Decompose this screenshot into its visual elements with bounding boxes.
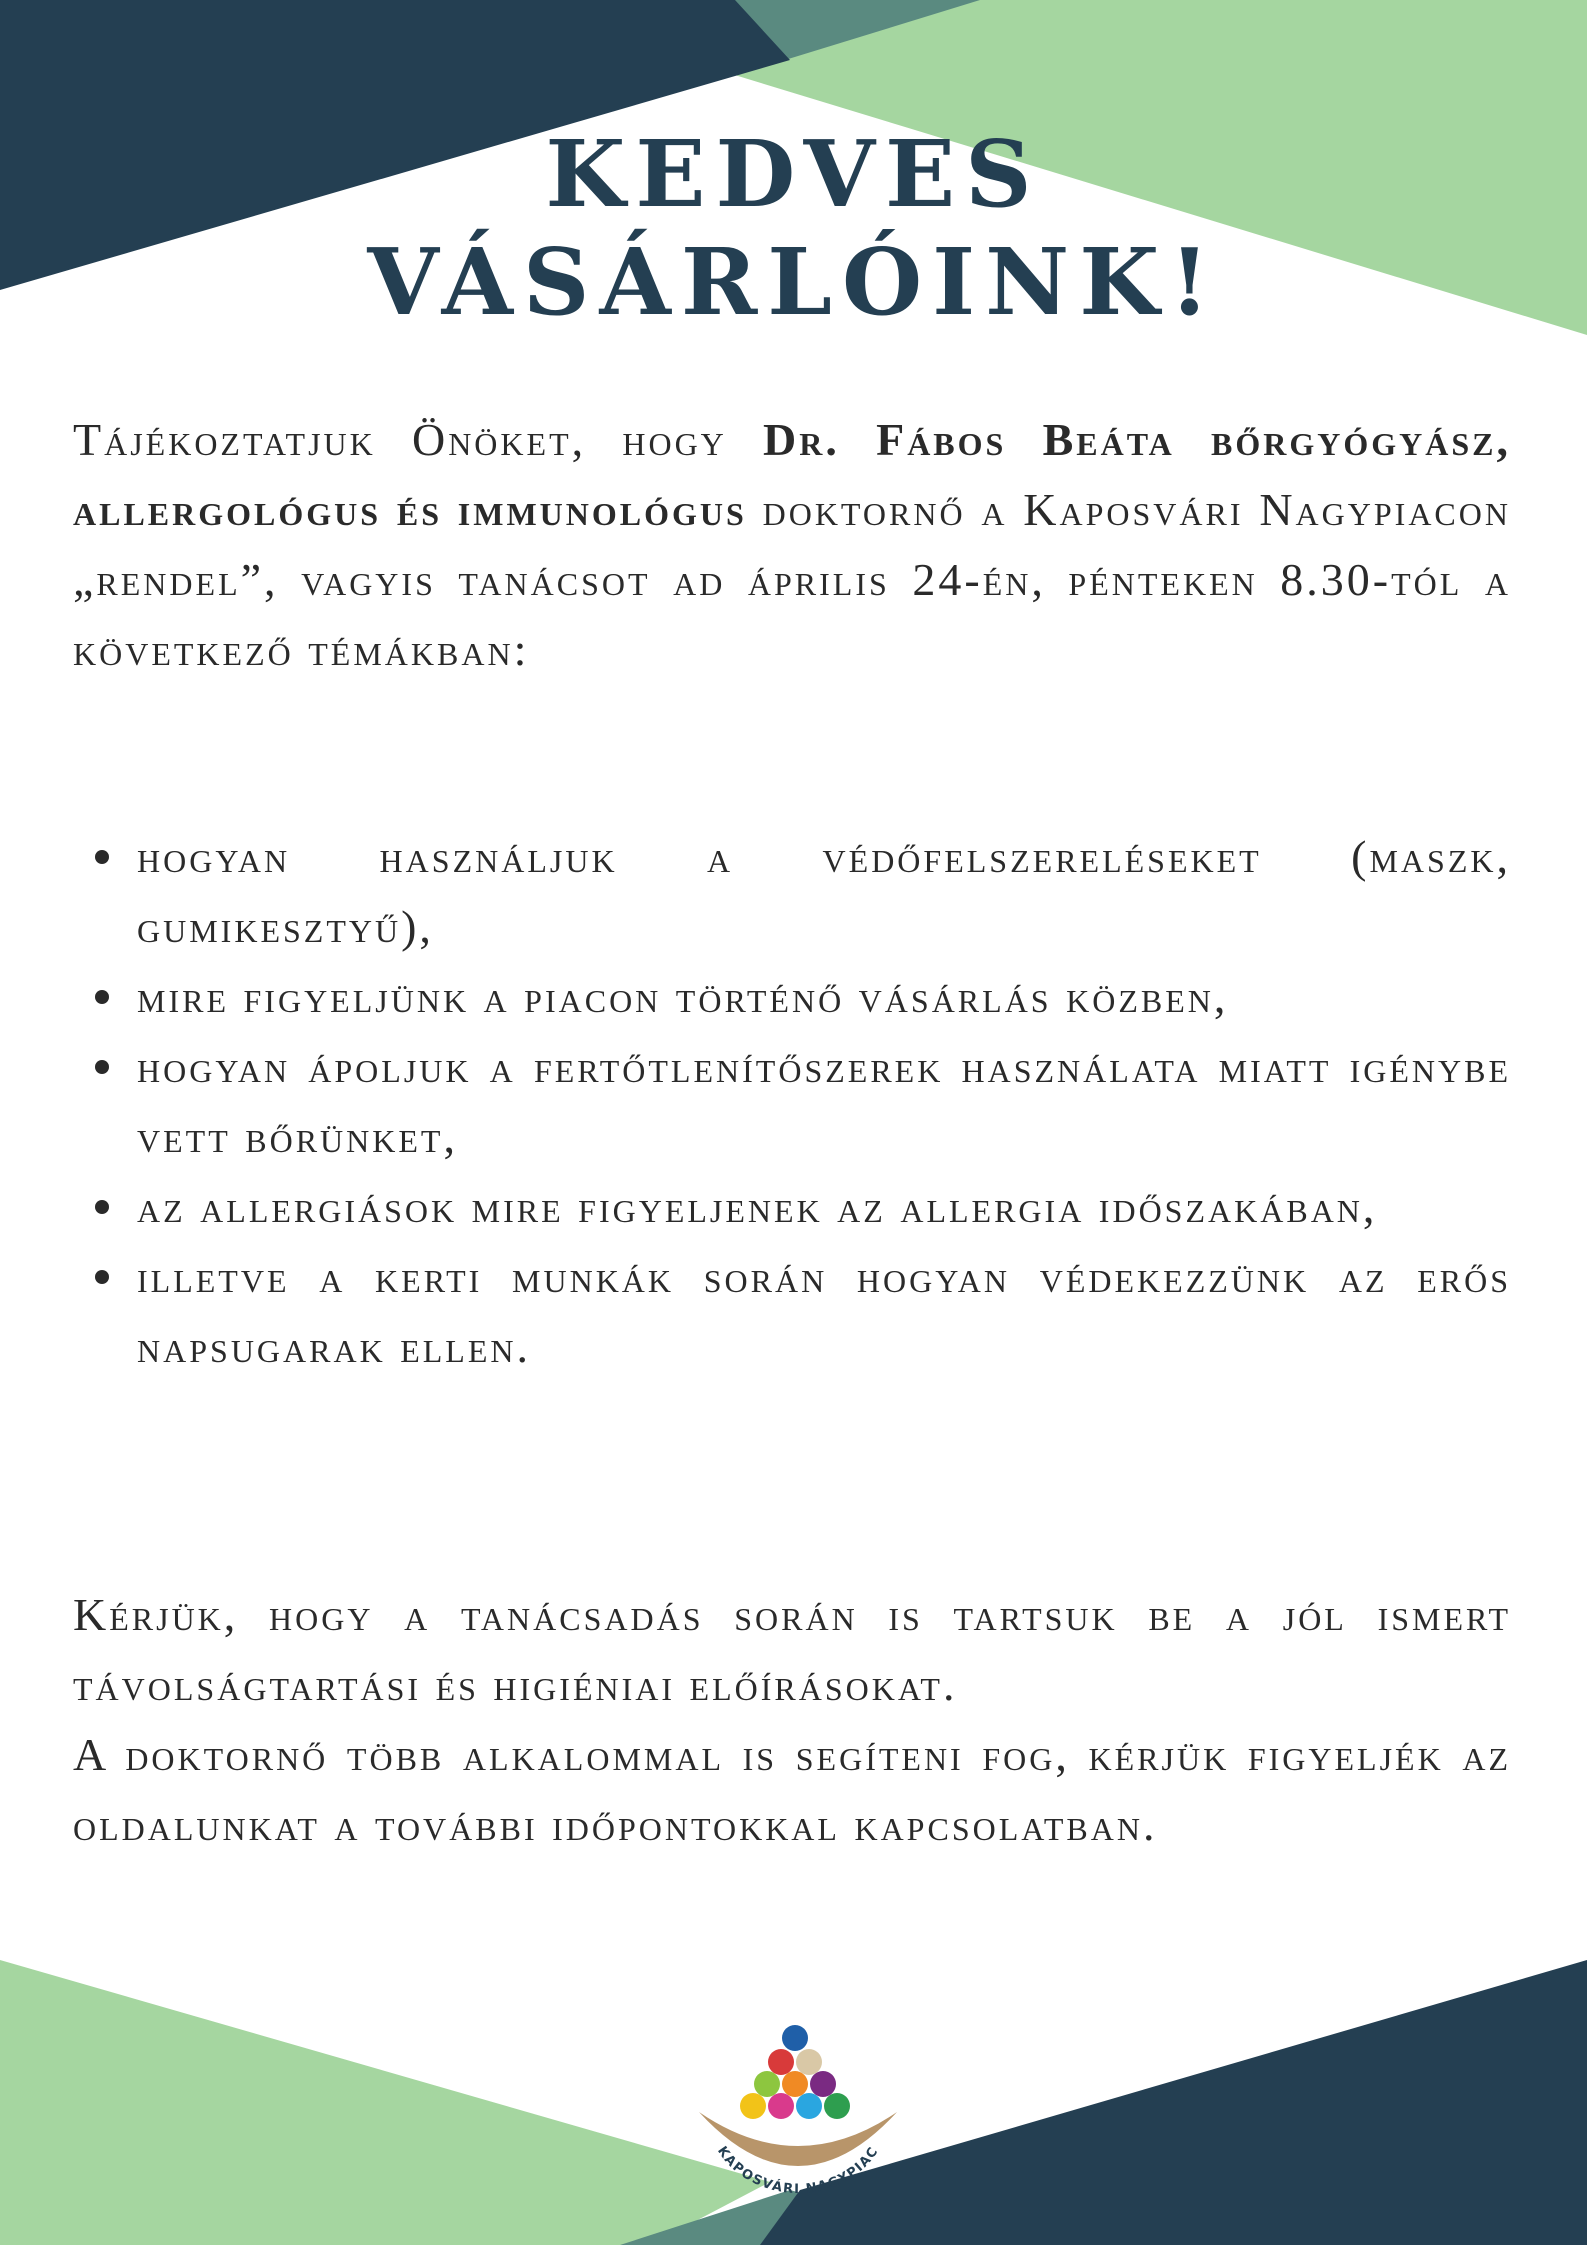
topic-text: illetve a kerti munkák során hogyan védekezzünk az erős napsugarak ellen.: [137, 1251, 1511, 1372]
topics-list: [73, 822, 1511, 1382]
kaposvari-nagypiac-logo: [693, 2020, 903, 2205]
list-item: [73, 822, 1511, 962]
list-item: [73, 1172, 1511, 1242]
topic-text: mire figyeljünk a piacon történő vásárlás közben,: [137, 971, 1229, 1022]
logo-text: KAPOSVÁRI NAGYPIAC: [714, 2143, 882, 2198]
list-item: [73, 962, 1511, 1032]
bullet-dot-icon: [95, 1200, 109, 1214]
topic-text: hogyan ápoljuk a fertőtlenítőszerek használata miatt igénybe vett bőrünket,: [137, 1041, 1511, 1162]
intro-paragraph: [73, 405, 1511, 685]
intro-text-after: doktornő a Kaposvári Nagypiacon „rendel”, vagyis tanácsot ad április 24-én, pénteken 8.30-tól a következő témákban:: [73, 484, 1511, 675]
bullet-dot-icon: [95, 990, 109, 1004]
topic-text: hogyan használjuk a védőfelszereléseket (maszk, gumikesztyű),: [137, 831, 1511, 952]
bullet-dot-icon: [95, 1060, 109, 1074]
closing-paragraphs: [73, 1580, 1511, 1860]
doctor-name: Dr. Fábos Beáta bőrgyógyász, allergológus és immunológus: [73, 414, 1511, 535]
topic-text: az allergiások mire figyeljenek az allergia időszakában,: [137, 1181, 1378, 1232]
page-title-line1: KEDVES: [545, 120, 1042, 228]
list-item: [73, 1242, 1511, 1382]
list-item: [73, 1032, 1511, 1172]
page-title-line2: VÁSÁRLÓINK!: [367, 228, 1220, 336]
closing-paragraph-1: Kérjük, hogy a tanácsadás során is tartsuk be a jól ismert távolságtartási és higiéniai előírásokat.: [73, 1589, 1511, 1710]
bullet-dot-icon: [95, 1270, 109, 1284]
intro-text-before: Tájékoztatjuk Önöket, hogy: [73, 414, 764, 465]
bullet-dot-icon: [95, 850, 109, 864]
closing-paragraph-2: A doktornő több alkalommal is segíteni fog, kérjük figyeljék az oldalunkat a további időpontokkal kapcsolatban.: [73, 1729, 1511, 1850]
